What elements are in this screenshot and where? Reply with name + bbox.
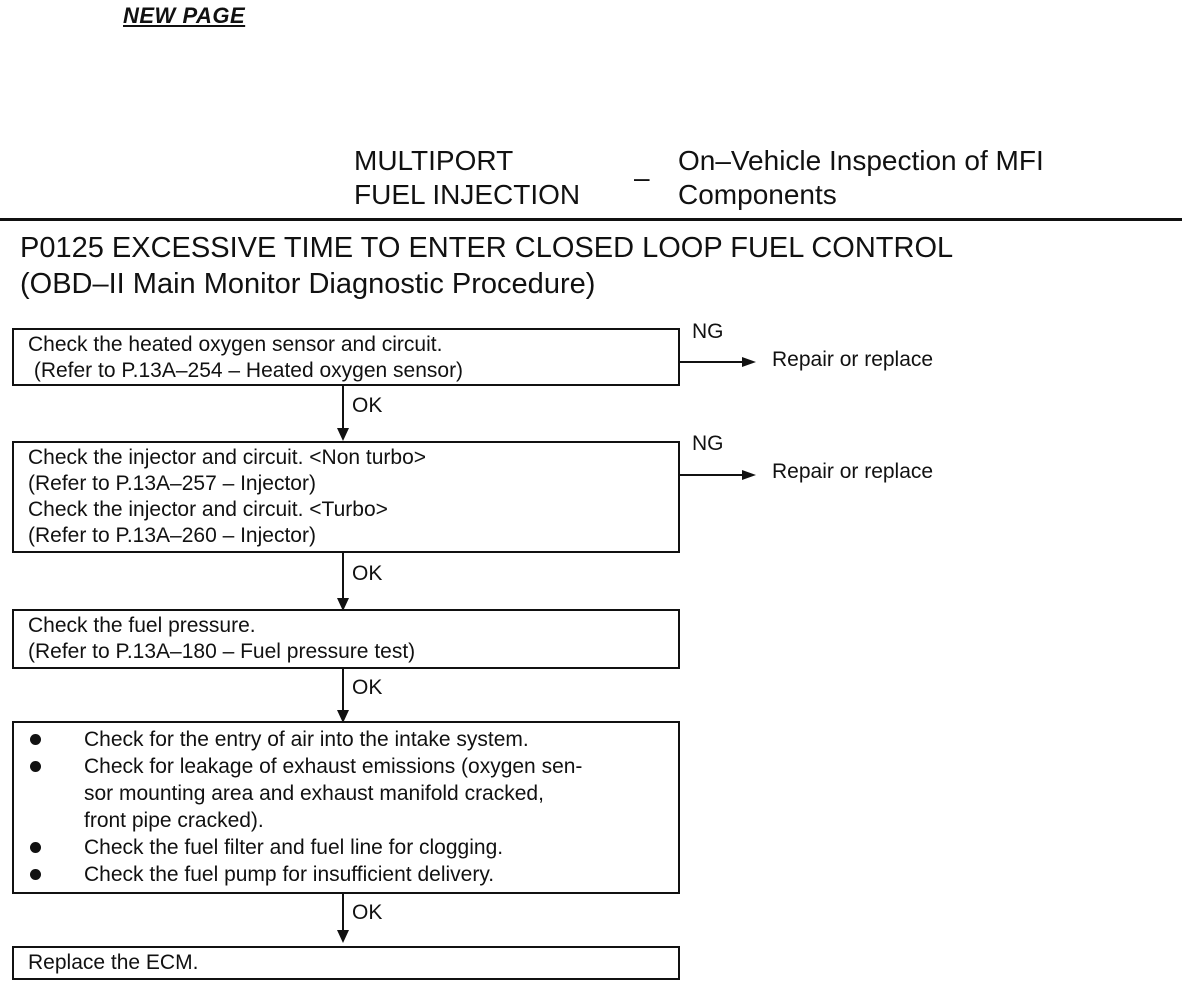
step4-bullet-list [28, 726, 664, 888]
step2-line2: (Refer to P.13A–257 – Injector) [28, 472, 316, 495]
step1-ng-line [680, 361, 744, 363]
step3-line1: Check the fuel pressure. [28, 614, 256, 637]
bullet-icon [30, 734, 41, 745]
step1-line1: Check the heated oxygen sensor and circuit. [28, 333, 443, 356]
step4-ok-line [342, 894, 344, 932]
bullet-icon [30, 869, 41, 880]
step4-bullet-text-3: sor mounting area and exhaust manifold cracked, [84, 782, 544, 805]
step4-bullet-text-6: Check the fuel pump for insufficient delivery. [84, 863, 495, 886]
step5-box [12, 946, 680, 980]
step1-ng-action: Repair or replace [772, 348, 934, 371]
step4-bullet-text-4: front pipe cracked). [84, 809, 264, 832]
header-separator: – [634, 162, 650, 193]
step1-ok-arrowhead [337, 428, 349, 441]
step4-bullet-item [28, 834, 664, 861]
new-page-marker: NEW PAGE [123, 3, 246, 28]
step5-line1: Replace the ECM. [28, 951, 199, 974]
procedure-title-line1: P0125 EXCESSIVE TIME TO ENTER CLOSED LOOP FUEL CONTROL [20, 232, 954, 264]
header-rule [0, 218, 1182, 221]
step1-ok-label: OK [352, 394, 383, 417]
bullet-icon [30, 842, 41, 853]
step1-line2: (Refer to P.13A–254 – Heated oxygen sensor) [28, 359, 464, 382]
step2-line4: (Refer to P.13A–260 – Injector) [28, 524, 316, 547]
topic-title-line2: Components [678, 179, 837, 210]
step4-box [12, 721, 680, 894]
section-title-line2: FUEL INJECTION [354, 179, 581, 210]
step4-bullet-continuation [28, 780, 664, 807]
step4-bullet-item [28, 753, 664, 780]
step4-bullet-text-2: Check for leakage of exhaust emissions (oxygen sen- [84, 755, 583, 778]
step2-line3: Check the injector and circuit. <Turbo> [28, 498, 388, 521]
step2-ok-label: OK [352, 562, 383, 585]
step4-bullet-item [28, 861, 664, 888]
step3-ok-label: OK [352, 676, 383, 699]
step2-box [12, 441, 680, 553]
procedure-title [20, 230, 953, 302]
step2-ng-action: Repair or replace [772, 460, 934, 483]
step1-ng-label: NG [692, 320, 724, 343]
step2-ng-arrowhead [742, 470, 756, 480]
step4-ok-label: OK [352, 901, 383, 924]
step3-box [12, 609, 680, 669]
step4-bullet-continuation [28, 807, 664, 834]
step1-box [12, 328, 680, 386]
procedure-title-line2: (OBD–II Main Monitor Diagnostic Procedure) [20, 268, 596, 300]
step4-bullet-text-5: Check the fuel filter and fuel line for clogging. [84, 836, 504, 859]
step4-bullet-text-1: Check for the entry of air into the intake system. [84, 728, 529, 751]
step4-bullet-item [28, 726, 664, 753]
step2-line1: Check the injector and circuit. <Non turbo> [28, 446, 427, 469]
step2-ng-line [680, 474, 744, 476]
section-title-line1: MULTIPORT [354, 145, 514, 176]
bullet-icon [30, 761, 41, 772]
step4-ok-arrowhead [337, 930, 349, 943]
step2-ng-label: NG [692, 432, 724, 455]
step1-ok-line [342, 386, 344, 430]
step1-ng-arrowhead [742, 357, 756, 367]
topic-title-line1: On–Vehicle Inspection of MFI [678, 145, 1044, 176]
step3-ok-line [342, 669, 344, 715]
step3-line2: (Refer to P.13A–180 – Fuel pressure test) [28, 640, 416, 663]
